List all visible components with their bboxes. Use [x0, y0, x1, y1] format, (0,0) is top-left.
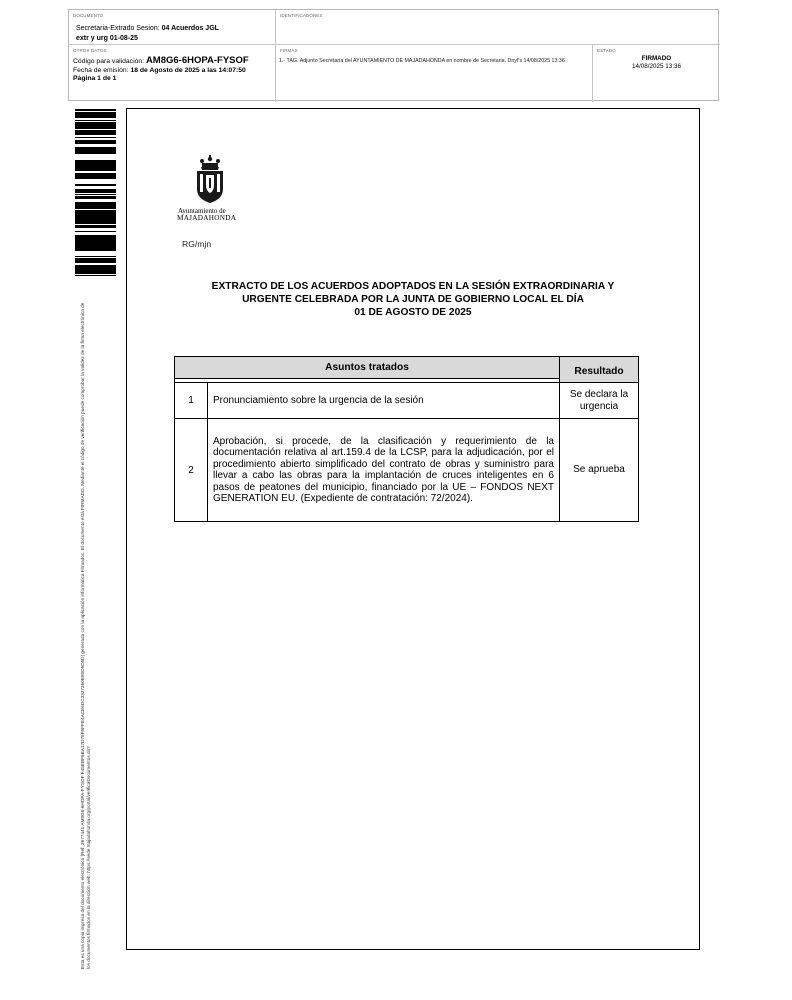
majadahonda-crest-icon: [178, 155, 242, 207]
identificadores-cell: [276, 10, 720, 45]
estado-value: FIRMADO: [641, 55, 672, 62]
title-line2: URGENTE CELEBRADA POR LA JUNTA DE GOBIERNO LOCAL EL DÍA: [242, 294, 584, 305]
side-note: Esta es una copia impresa del documento electrónico (Ref: 3677441 AM8G6-6HOPA-FYSOF F45EBF6BA17D75F5FFE4ACE6DC3327350E80D5D5D) generada con la aplicación informática Firmadoc. El documento está FIRMADO. Mediante el código de verificación puede comprobar la validez de la firma electrónica de los documentos firmados en la dirección web: https://sede.majadahonda.org/portal/verificaDocumentos.do?: [80, 302, 92, 969]
document-header: [68, 9, 719, 101]
col-asuntos-header: Asuntos tratados: [175, 357, 560, 379]
estado-text: [593, 55, 720, 71]
documento-caption: DOCUMENTO: [73, 13, 104, 18]
row-result: Se aprueba: [560, 419, 639, 522]
row-result: Se declara la urgencia: [560, 383, 639, 419]
row-description: Aprobación, si procede, de la clasificación y requerimiento de la documentación relativa al art.159.4 de la LCSP, para la adjudicación, por el procedimiento abierto simplificado del contrato de obras y suministro para llevar a cabo las obras para la implantación de cruces inteligentes en 6 pasos de peatones del municipio, financiado por la UE – FONDOS NEXT GENERATION EU. (Expediente de contratación: 72/2024).: [208, 419, 560, 522]
estado-caption: ESTADO: [597, 48, 616, 53]
table-header-row: [175, 357, 639, 379]
page-frame: [126, 108, 700, 950]
otros-datos-cell: [69, 45, 276, 102]
asuntos-table: [174, 356, 639, 522]
estado-cell: [593, 45, 720, 102]
codigo-value: AM8G6-6HOPA-FYSOF: [145, 55, 249, 66]
logo-line2: MAJADAHONDA: [177, 214, 237, 222]
fecha-label: Fecha de emisión:: [73, 66, 131, 74]
otros-text: [73, 57, 273, 84]
title-line1: EXTRACTO DE LOS ACUERDOS ADOPTADOS EN LA SESIÓN EXTRAORDINARIA Y: [211, 281, 615, 292]
firmas-cell: [276, 45, 593, 102]
documento-line2: extr y urg 01-08-25: [76, 35, 138, 42]
row-description: Pronunciamiento sobre la urgencia de la sesión: [208, 383, 560, 419]
document-title: [190, 280, 636, 319]
row-number: 2: [175, 419, 208, 522]
identificadores-caption: IDENTIFICADORES: [280, 13, 323, 18]
codigo-label: Código para validación:: [73, 58, 146, 65]
estado-date: 14/08/2025 13:36: [631, 63, 682, 70]
col-resultado-header: Resultado: [560, 357, 639, 383]
title-line3: 01 DE AGOSTO DE 2025: [354, 307, 472, 318]
documento-line1: Secretaria-Extrado Sesion:: [76, 25, 162, 32]
table-row: [175, 419, 639, 522]
otros-caption: OTROS DATOS: [73, 48, 107, 53]
firmas-text: 1.- TAG. Adjunto Secretaria del AYUNTAMIENTO DE MAJADAHONDA en nombre de Secretaria. Dnyf's 14/08/2025 13:36: [279, 58, 565, 64]
reference-initials: RG/mjn: [182, 239, 212, 249]
documento-cell: [69, 10, 276, 45]
firmas-caption: FIRMAS: [280, 48, 298, 53]
pagina: Página 1 de 1: [73, 75, 117, 83]
table-row: [175, 383, 639, 419]
fecha-value: 18 de Agosto de 2025 a las 14:07:50: [130, 66, 246, 74]
logo-line1: Ayuntamiento de: [178, 207, 226, 215]
barcode: [75, 108, 116, 278]
documento-line1-bold: 04 Acuerdos JGL: [161, 25, 219, 32]
row-number: 1: [175, 383, 208, 419]
documento-text: [76, 24, 266, 44]
